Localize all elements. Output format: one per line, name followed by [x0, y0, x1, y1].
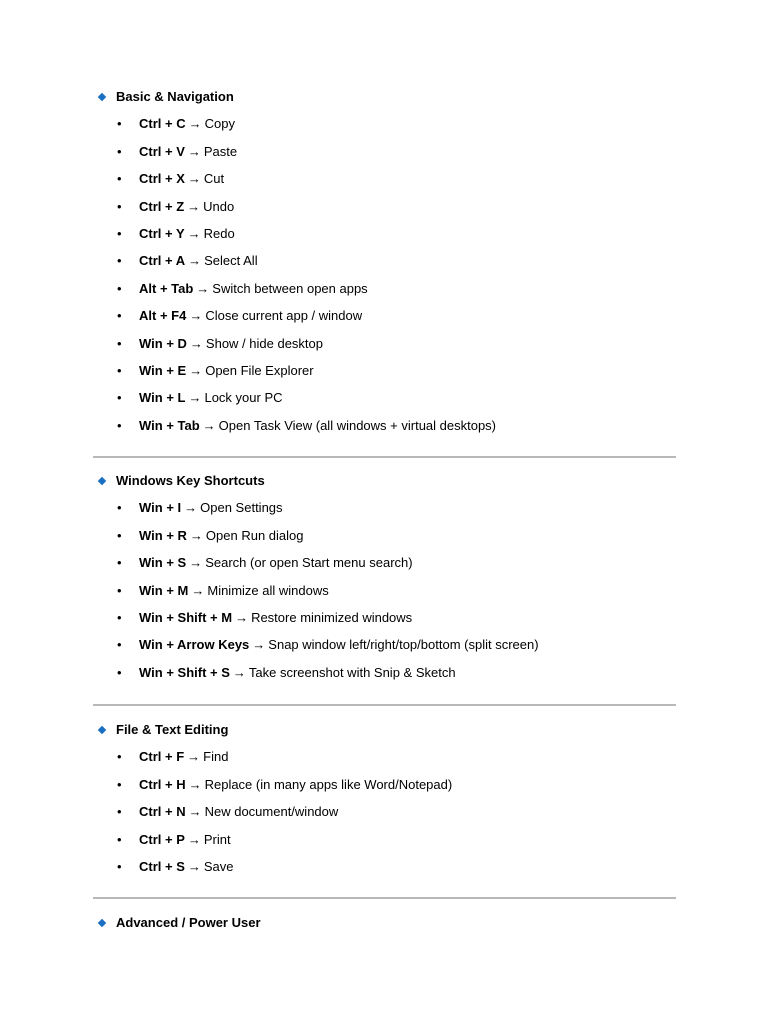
list-item — [93, 740, 676, 767]
arrow-icon: → — [189, 555, 203, 571]
shortcut-action: Paste — [203, 143, 238, 159]
bullet-icon: • — [117, 335, 122, 351]
arrow-icon: → — [188, 390, 202, 406]
arrow-icon: → — [187, 858, 201, 874]
arrow-icon: → — [189, 308, 203, 324]
arrow-icon: → — [189, 362, 203, 378]
diamond-bullet-icon — [98, 726, 106, 734]
section-heading — [93, 471, 676, 491]
arrow-icon: → — [232, 664, 246, 680]
list-item — [93, 573, 676, 600]
shortcut-action: Search (or open Start menu search) — [205, 555, 413, 571]
list-item — [93, 326, 676, 353]
shortcut-action: New document/window — [204, 804, 339, 820]
shortcut-keys: Win + L — [139, 390, 186, 406]
shortcut-action: Show / hide desktop — [205, 335, 323, 351]
bullet-icon: • — [117, 776, 122, 792]
shortcut-keys: Ctrl + H — [139, 776, 186, 792]
shortcut-action: Select All — [204, 253, 258, 269]
arrow-icon: → — [188, 253, 202, 269]
list-item — [93, 822, 676, 849]
list-item — [93, 491, 676, 518]
shortcut-action: Restore minimized windows — [251, 609, 413, 625]
shortcut-list — [93, 740, 676, 877]
shortcut-keys: Win + Arrow Keys — [139, 637, 250, 653]
section-divider — [93, 897, 676, 899]
bullet-icon: • — [117, 116, 122, 132]
shortcut-action: Find — [203, 749, 229, 765]
section-title: Advanced / Power User — [116, 915, 261, 930]
bullet-icon: • — [117, 664, 122, 680]
list-item — [93, 381, 676, 408]
list-item — [93, 795, 676, 822]
list-item — [93, 628, 676, 655]
shortcut-keys: Win + S — [139, 555, 187, 571]
shortcut-keys: Win + Shift + S — [139, 664, 230, 680]
arrow-icon: → — [188, 776, 202, 792]
section-divider — [93, 456, 676, 458]
arrow-icon: → — [187, 225, 201, 241]
shortcut-action: Lock your PC — [204, 390, 283, 406]
bullet-icon: • — [117, 858, 122, 874]
arrow-icon: → — [188, 804, 202, 820]
shortcut-keys: Win + D — [139, 335, 187, 351]
bullet-icon: • — [117, 390, 122, 406]
shortcut-action: Cut — [203, 171, 225, 187]
bullet-icon: • — [117, 804, 122, 820]
shortcut-keys: Win + I — [139, 500, 182, 516]
list-item — [93, 299, 676, 326]
shortcut-action: Take screenshot with Snip & Sketch — [248, 664, 456, 680]
shortcut-action: Open Task View (all windows + virtual desktops) — [218, 417, 497, 433]
shortcut-action: Print — [203, 831, 231, 847]
section-title: Windows Key Shortcuts — [116, 473, 265, 488]
bullet-icon: • — [117, 609, 122, 625]
section-windows-key-shortcuts — [93, 471, 676, 683]
shortcut-action: Open Settings — [200, 500, 283, 516]
arrow-icon: → — [184, 500, 198, 516]
shortcut-keys: Win + Shift + M — [139, 609, 233, 625]
shortcut-keys: Ctrl + P — [139, 831, 185, 847]
arrow-icon: → — [187, 749, 201, 765]
shortcut-keys: Win + M — [139, 582, 189, 598]
arrow-icon: → — [191, 582, 205, 598]
list-item — [93, 601, 676, 628]
arrow-icon: → — [202, 417, 216, 433]
list-item — [93, 518, 676, 545]
bullet-icon: • — [117, 171, 122, 187]
shortcut-keys: Ctrl + C — [139, 116, 186, 132]
shortcut-keys: Ctrl + S — [139, 858, 185, 874]
shortcut-keys: Win + E — [139, 362, 187, 378]
list-item — [93, 408, 676, 435]
arrow-icon: → — [189, 335, 203, 351]
shortcut-action: Minimize all windows — [207, 582, 329, 598]
list-item — [93, 354, 676, 381]
arrow-icon: → — [187, 198, 201, 214]
shortcut-list — [93, 491, 676, 683]
shortcut-keys: Ctrl + Z — [139, 198, 185, 214]
list-item — [93, 244, 676, 271]
bullet-icon: • — [117, 308, 122, 324]
shortcut-keys: Ctrl + N — [139, 804, 186, 820]
shortcut-action: Snap window left/right/top/bottom (split screen) — [268, 637, 539, 653]
bullet-icon: • — [117, 749, 122, 765]
bullet-icon: • — [117, 198, 122, 214]
shortcut-keys: Ctrl + A — [139, 253, 186, 269]
section-title: File & Text Editing — [116, 722, 229, 737]
shortcut-keys: Alt + F4 — [139, 308, 187, 324]
list-item — [93, 162, 676, 189]
arrow-icon: → — [235, 609, 249, 625]
shortcut-action: Close current app / window — [205, 308, 363, 324]
bullet-icon: • — [117, 555, 122, 571]
section-heading — [93, 720, 676, 740]
shortcut-action: Replace (in many apps like Word/Notepad) — [204, 776, 453, 792]
list-item — [93, 655, 676, 682]
section-advanced-power-user — [93, 913, 676, 933]
section-heading — [93, 913, 676, 933]
arrow-icon: → — [187, 171, 201, 187]
shortcut-action: Copy — [204, 116, 235, 132]
shortcut-action: Save — [203, 858, 234, 874]
list-item — [93, 271, 676, 298]
shortcut-keys: Ctrl + V — [139, 143, 185, 159]
shortcut-keys: Ctrl + X — [139, 171, 185, 187]
bullet-icon: • — [117, 527, 122, 543]
bullet-icon: • — [117, 500, 122, 516]
arrow-icon: → — [189, 527, 203, 543]
shortcut-keys: Alt + Tab — [139, 280, 194, 296]
bullet-icon: • — [117, 362, 122, 378]
section-title: Basic & Navigation — [116, 89, 234, 104]
bullet-icon: • — [117, 582, 122, 598]
section-heading — [93, 87, 676, 107]
shortcut-action: Open File Explorer — [205, 362, 314, 378]
list-item — [93, 546, 676, 573]
list-item — [93, 189, 676, 216]
section-file-text-editing — [93, 720, 676, 877]
shortcut-keys: Ctrl + Y — [139, 225, 185, 241]
bullet-icon: • — [117, 280, 122, 296]
shortcut-keys: Ctrl + F — [139, 749, 185, 765]
section-divider — [93, 704, 676, 706]
arrow-icon: → — [188, 116, 202, 132]
shortcut-list — [93, 107, 676, 436]
bullet-icon: • — [117, 253, 122, 269]
shortcut-action: Switch between open apps — [212, 280, 368, 296]
diamond-bullet-icon — [98, 477, 106, 485]
list-item — [93, 107, 676, 134]
shortcut-action: Undo — [203, 198, 235, 214]
arrow-icon: → — [187, 143, 201, 159]
list-item — [93, 767, 676, 794]
section-basic-navigation — [93, 87, 676, 436]
shortcut-keys: Win + R — [139, 527, 187, 543]
shortcut-action: Open Run dialog — [205, 527, 304, 543]
diamond-bullet-icon — [98, 919, 106, 927]
diamond-bullet-icon — [98, 93, 106, 101]
shortcut-keys: Win + Tab — [139, 417, 200, 433]
arrow-icon: → — [196, 280, 210, 296]
bullet-icon: • — [117, 143, 122, 159]
bullet-icon: • — [117, 637, 122, 653]
list-item — [93, 850, 676, 877]
arrow-icon: → — [252, 637, 266, 653]
arrow-icon: → — [187, 831, 201, 847]
bullet-icon: • — [117, 225, 122, 241]
bullet-icon: • — [117, 417, 122, 433]
shortcut-action: Redo — [203, 225, 235, 241]
bullet-icon: • — [117, 831, 122, 847]
list-item — [93, 217, 676, 244]
list-item — [93, 134, 676, 161]
